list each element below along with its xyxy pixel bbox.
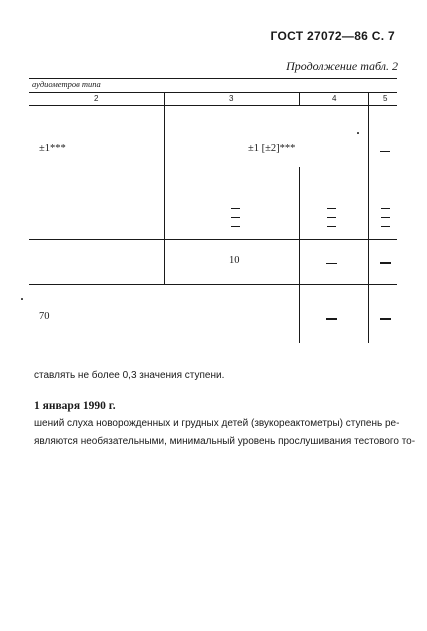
row2-col3-dash — [231, 226, 240, 227]
row4-col2-value: 70 — [39, 311, 50, 322]
row2-col4-dash — [327, 208, 336, 209]
row4-stray-mark — [21, 298, 23, 300]
column-number-4: 4 — [332, 94, 337, 103]
row4-col5-dash — [380, 318, 391, 320]
table-row3-rule — [29, 284, 397, 285]
row1-col34-value: ±1 [±2]*** — [248, 143, 296, 154]
table-col4-divider-header — [299, 92, 300, 105]
column-number-3: 3 — [229, 94, 234, 103]
column-number-2: 2 — [94, 94, 99, 103]
table-subheader-rule — [29, 105, 397, 106]
row2-col5-dash — [381, 217, 390, 218]
row3-col3-value: 10 — [229, 255, 240, 266]
row4-col4-dash — [326, 318, 337, 320]
table-col5-divider — [368, 92, 369, 343]
table-group-header: аудиометров типа — [32, 79, 101, 89]
row3-col4-dash — [326, 263, 337, 264]
column-number-5: 5 — [383, 94, 388, 103]
row2-col4-dash — [327, 217, 336, 218]
standard-page-header: ГОСТ 27072—86 С. 7 — [270, 29, 395, 43]
body-line-3: являются необязательными, минимальный уровень прослушивания тестового то- — [34, 436, 416, 447]
table-col3-divider — [164, 92, 165, 284]
row1-stray-mark — [357, 132, 359, 134]
row3-col5-dash — [380, 262, 391, 264]
table-col4-divider — [299, 167, 300, 343]
table-continuation-label: Продолжение табл. 2 — [286, 59, 398, 73]
row1-col5-dash — [380, 151, 390, 152]
row2-col5-dash — [381, 208, 390, 209]
row1-col2-value: ±1*** — [39, 143, 66, 154]
body-line-2: шений слуха новорожденных и грудных детей (звукореактометры) ступень ре- — [34, 418, 400, 429]
table-row2-rule — [29, 239, 397, 240]
row2-col3-dash — [231, 217, 240, 218]
row2-col5-dash — [381, 226, 390, 227]
body-line-1: ставлять не более 0,3 значения ступени. — [34, 370, 225, 381]
effective-date: 1 января 1990 г. — [34, 400, 116, 412]
table-header-rule — [29, 92, 397, 93]
row2-col4-dash — [327, 226, 336, 227]
row2-col3-dash — [231, 208, 240, 209]
